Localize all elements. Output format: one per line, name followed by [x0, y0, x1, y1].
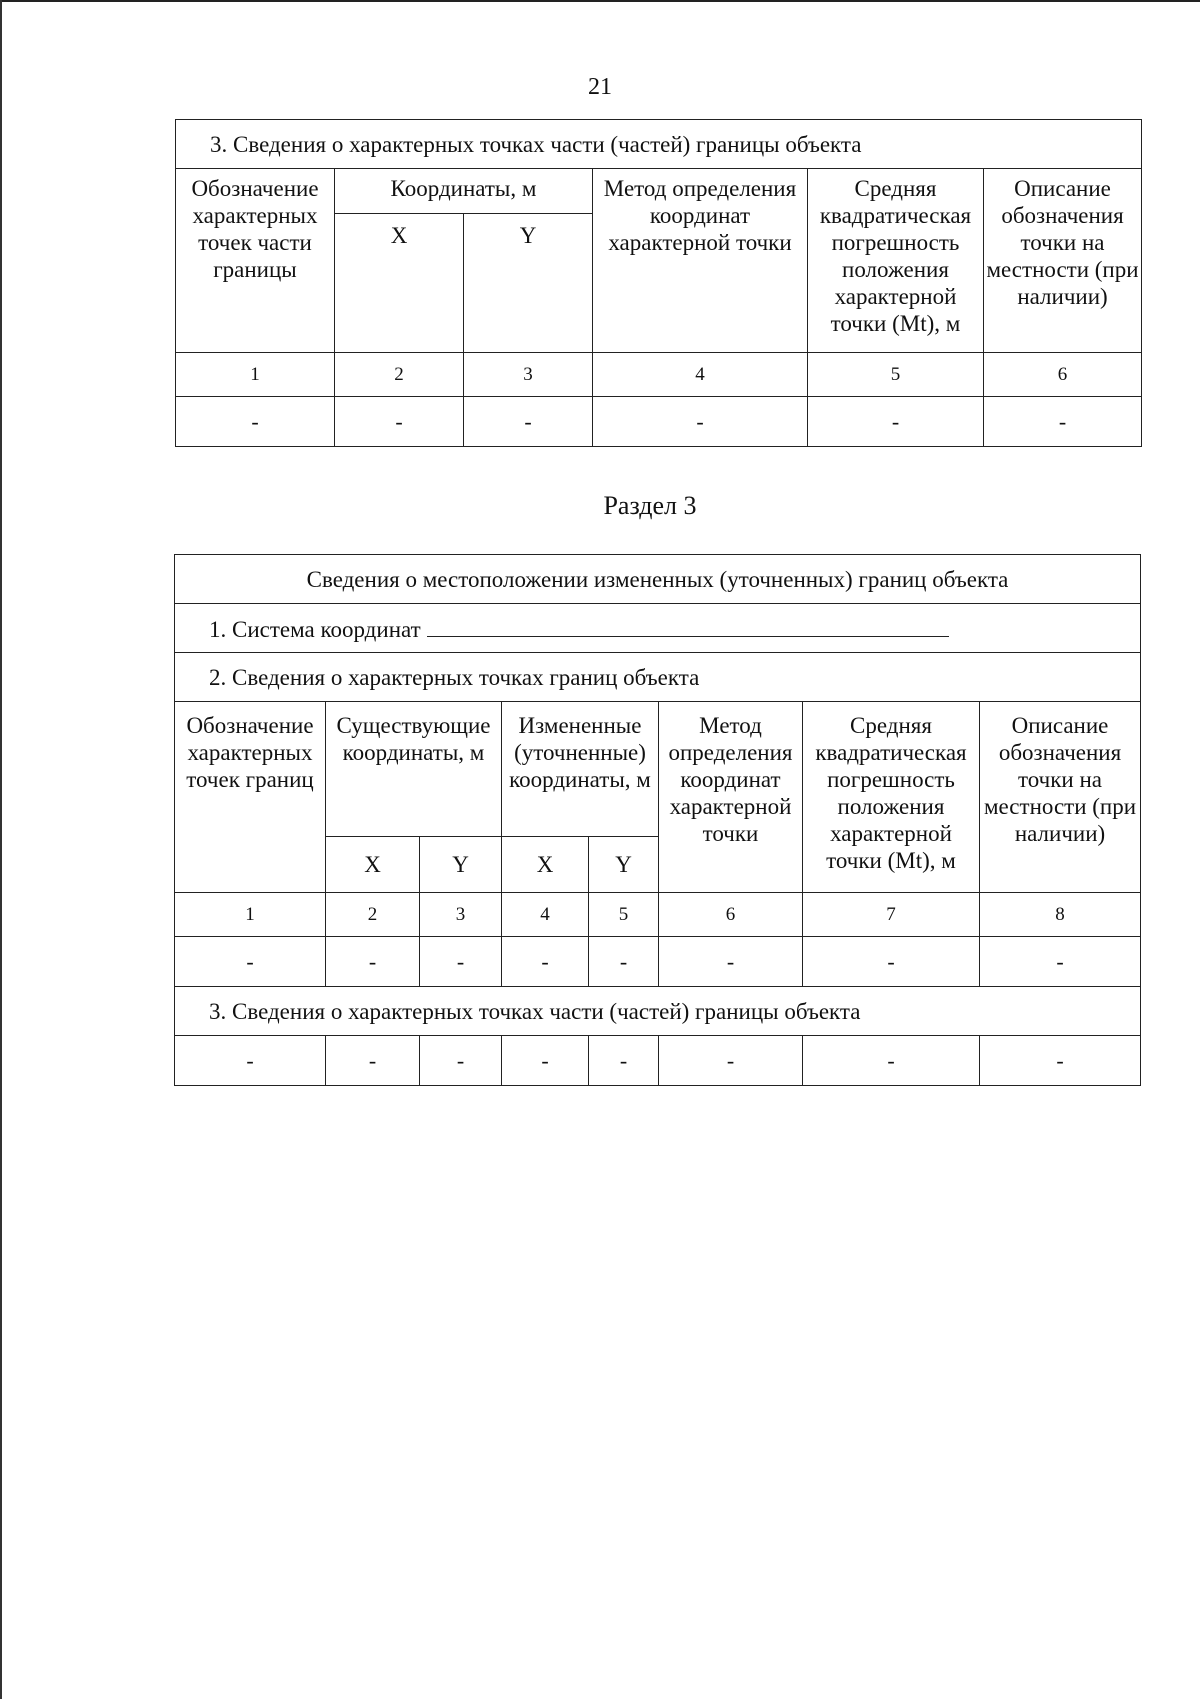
table-cell: - [984, 397, 1142, 447]
changed-coordinates-header: Измененные (уточненные) координаты, м [502, 702, 659, 837]
column-number: 8 [980, 893, 1141, 937]
column-number: 2 [326, 893, 420, 937]
column-number: 4 [502, 893, 589, 937]
table-cell: - [420, 1036, 502, 1086]
column-number: 2 [335, 353, 464, 397]
x-header: X [502, 837, 589, 893]
table-cell: - [980, 937, 1141, 987]
description-header: Описание обозначения точки на местности (при наличии) [984, 169, 1142, 353]
method-header: Метод определения координат характерной точки [659, 702, 803, 893]
column-number: 3 [420, 893, 502, 937]
designation-header: Обозначение характерных точек границ [175, 702, 326, 893]
error-header: Средняя квадратическая погрешность положения характерной точки (Mt), м [803, 702, 980, 893]
table-title: Сведения о местоположении измененных (уточненных) границ объекта [175, 555, 1141, 604]
column-number: 6 [984, 353, 1142, 397]
coordinate-system-blank [427, 614, 949, 637]
table-title: 3. Сведения о характерных точках части (частей) границы объекта [176, 120, 1142, 169]
table-row [175, 937, 1141, 987]
table-cell: - [176, 397, 335, 447]
table-cell: - [593, 397, 808, 447]
description-header: Описание обозначения точки на местности (при наличии) [980, 702, 1141, 893]
column-number: 3 [464, 353, 593, 397]
table-cell: - [589, 1036, 659, 1086]
column-number: 5 [808, 353, 984, 397]
table-cell: - [502, 937, 589, 987]
y-header: Y [420, 837, 502, 893]
designation-header: Обозначение характерных точек части границы [176, 169, 335, 353]
table-cell: - [326, 937, 420, 987]
table-row [176, 397, 1142, 447]
part-boundary-points-table [175, 119, 1142, 447]
table-subtitle: 2. Сведения о характерных точках границ объекта [175, 653, 1141, 702]
table-cell: - [659, 937, 803, 987]
coordinate-system-row [175, 604, 1141, 653]
coordinates-header: Координаты, м [335, 169, 593, 214]
table-cell: - [502, 1036, 589, 1086]
table-row [175, 1036, 1141, 1086]
table-cell: - [326, 1036, 420, 1086]
table-cell: - [808, 397, 984, 447]
y-header: Y [589, 837, 659, 893]
table-cell: - [659, 1036, 803, 1086]
existing-coordinates-header: Существующие координаты, м [326, 702, 502, 837]
x-header: X [326, 837, 420, 893]
coordinate-system-label: 1. Система координат [209, 616, 421, 642]
y-header: Y [464, 214, 593, 353]
table-cell: - [589, 937, 659, 987]
table-cell: - [803, 1036, 980, 1086]
page-edge-left [0, 0, 2, 1699]
section-heading: Раздел 3 [603, 491, 697, 520]
x-header: X [335, 214, 464, 353]
method-header: Метод определения координат характерной точки [593, 169, 808, 353]
table-cell: - [464, 397, 593, 447]
changed-boundaries-table [174, 554, 1141, 1086]
column-number: 1 [176, 353, 335, 397]
table-cell: - [803, 937, 980, 987]
column-number: 1 [175, 893, 326, 937]
table-cell: - [335, 397, 464, 447]
page-edge-top [0, 0, 1200, 2]
column-number: 6 [659, 893, 803, 937]
column-number: 4 [593, 353, 808, 397]
column-number: 5 [589, 893, 659, 937]
column-number: 7 [803, 893, 980, 937]
table-cell: - [420, 937, 502, 987]
table-cell: - [175, 1036, 326, 1086]
page-number: 21 [588, 74, 612, 100]
part-points-subtitle: 3. Сведения о характерных точках части (частей) границы объекта [175, 987, 1141, 1036]
table-cell: - [175, 937, 326, 987]
table-cell: - [980, 1036, 1141, 1086]
error-header: Средняя квадратическая погрешность положения характерной точки (Mt), м [808, 169, 984, 353]
